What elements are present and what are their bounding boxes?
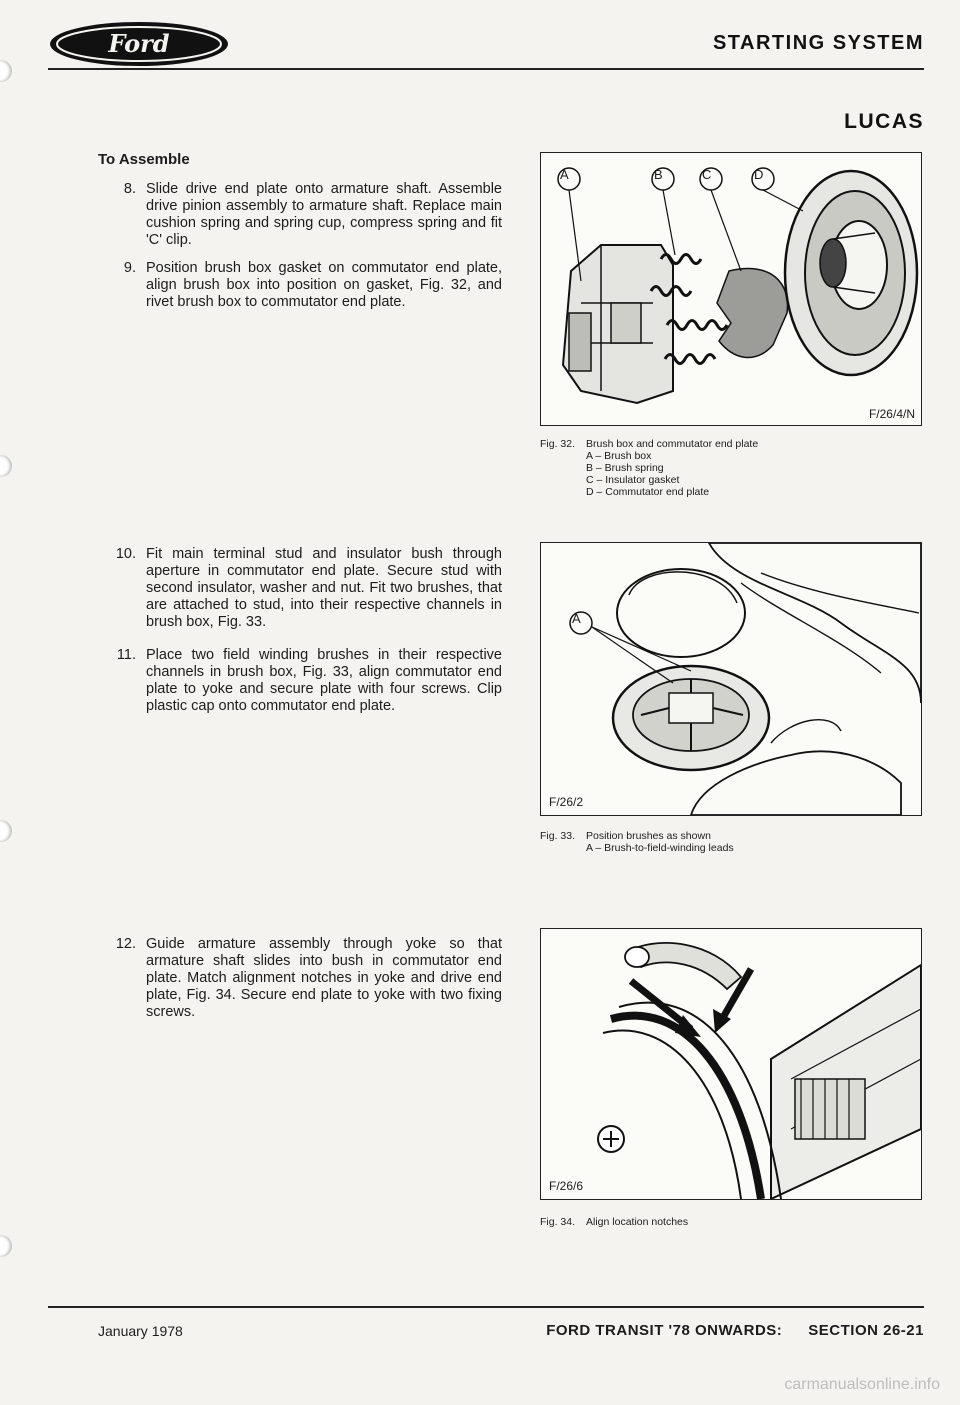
ford-logo bbox=[48, 20, 230, 68]
step-text: Fit main terminal stud and insulator bush through aperture in commutator end plate. Secure stud with second insulator, washer and nut. Fit two brushes, that are attached to stud, into their respective channels in brush box, Fig. 33. bbox=[146, 546, 502, 630]
subsection-title: LUCAS bbox=[844, 110, 924, 133]
step-10 bbox=[98, 546, 502, 631]
step-text: Guide armature assembly through yoke so that armature shaft slides into bush in commutator end plate. Match alignment notches in yoke and drive end plate, Fig. 34. Secure end plate to yoke with two fixing screws. bbox=[146, 936, 502, 1020]
step-text: Place two field winding brushes in their respective channels in brush box, Fig. 33, align commutator end plate to yoke and secure plate with four screws. Clip plastic cap onto commutator end plate. bbox=[146, 647, 502, 714]
figure-code: F/26/6 bbox=[549, 1179, 584, 1193]
figure-34-caption bbox=[540, 1216, 688, 1228]
caption-text: Align location notches bbox=[586, 1216, 689, 1228]
publication-title: FORD TRANSIT '78 ONWARDS: bbox=[546, 1322, 783, 1339]
legend-item: A – Brush-to-field-winding leads bbox=[586, 842, 734, 854]
figure-code: F/26/2 bbox=[549, 795, 584, 809]
figure-label: Fig. 34. bbox=[540, 1216, 576, 1228]
step-text: Position brush box gasket on commutator end plate, align brush box into position on gasket, Fig. 32, and rivet brush box to commutator end plate. bbox=[146, 260, 502, 310]
figure-label: Fig. 32. bbox=[540, 438, 576, 450]
binder-hole bbox=[0, 820, 12, 842]
legend-item: D – Commutator end plate bbox=[586, 486, 710, 498]
callout-label: D bbox=[754, 167, 764, 182]
binder-hole bbox=[0, 60, 12, 82]
ford-logo-text: Ford bbox=[108, 29, 170, 58]
header-rule bbox=[48, 68, 924, 70]
step-number: 9. bbox=[123, 260, 136, 276]
step-12 bbox=[98, 936, 502, 1021]
watermark: carmanualsonline.info bbox=[784, 1376, 940, 1393]
figure-32-caption bbox=[540, 438, 758, 498]
figure-code: F/26/4/N bbox=[868, 407, 915, 421]
callout-label: B bbox=[654, 167, 663, 182]
callout-label: A bbox=[560, 167, 569, 182]
footer-rule bbox=[48, 1306, 924, 1308]
caption-text: Brush box and commutator end plate bbox=[586, 438, 759, 450]
figure-33-illustration bbox=[540, 542, 922, 816]
step-number: 10. bbox=[115, 546, 136, 562]
callout-label: A bbox=[572, 611, 581, 626]
step-11 bbox=[98, 647, 502, 715]
caption-text: Position brushes as shown bbox=[586, 830, 711, 842]
footer-date: January 1978 bbox=[98, 1323, 183, 1339]
step-number: 11. bbox=[116, 647, 136, 663]
legend-item: A – Brush box bbox=[586, 450, 652, 462]
callout-label: C bbox=[702, 167, 712, 182]
step-number: 8. bbox=[123, 181, 136, 197]
figure-label: Fig. 33. bbox=[540, 830, 576, 842]
step-8 bbox=[98, 181, 502, 249]
procedure-heading: To Assemble bbox=[98, 151, 190, 168]
footer-publication bbox=[546, 1322, 924, 1339]
figure-32-illustration bbox=[540, 152, 922, 426]
legend-item: B – Brush spring bbox=[586, 462, 664, 474]
section-number: SECTION 26-21 bbox=[808, 1322, 924, 1339]
step-9 bbox=[98, 260, 502, 311]
section-title: STARTING SYSTEM bbox=[712, 32, 924, 54]
step-text: Slide drive end plate onto armature shaft. Assemble drive pinion assembly to armature shaft. Replace main cushion spring and spring cup, compress spring and fit 'C' clip. bbox=[146, 181, 502, 248]
binder-hole bbox=[0, 455, 12, 477]
figure-33-caption bbox=[540, 830, 734, 854]
legend-item: C – Insulator gasket bbox=[586, 474, 680, 486]
step-number: 12. bbox=[115, 936, 136, 952]
binder-hole bbox=[0, 1235, 12, 1257]
figure-34-illustration bbox=[540, 928, 922, 1200]
